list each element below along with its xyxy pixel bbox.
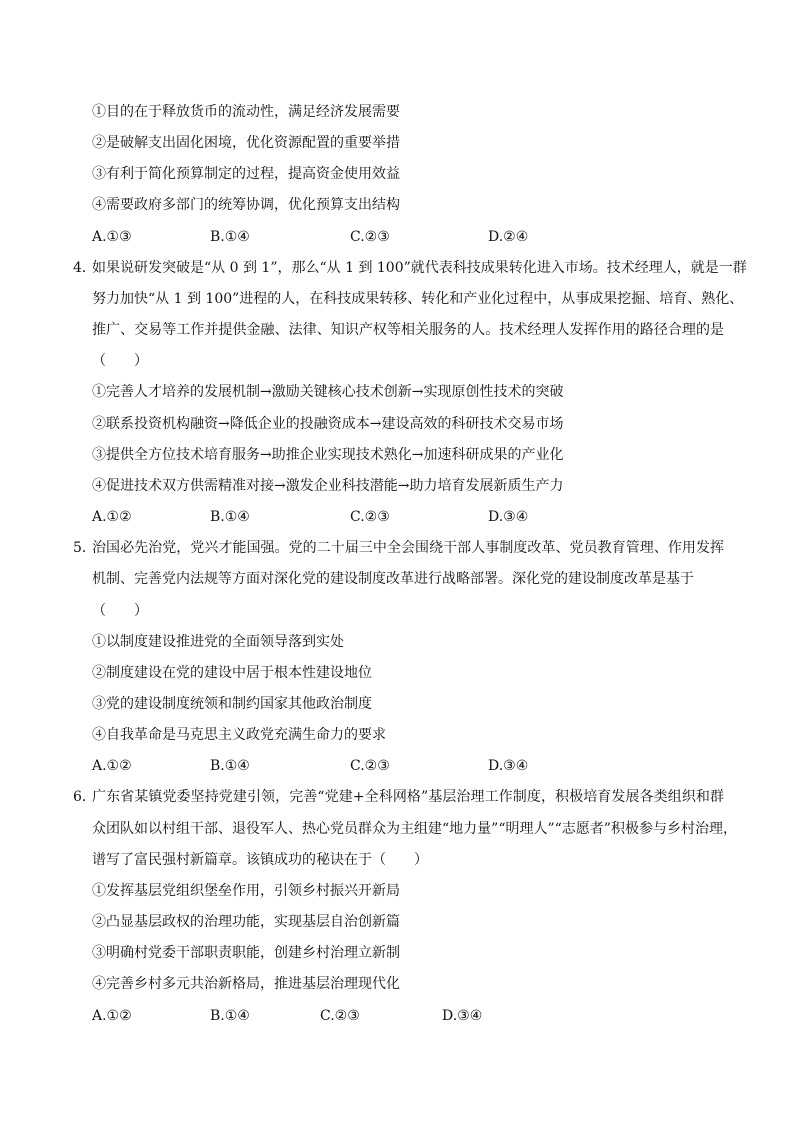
choice-item-1 [0,876,794,907]
option-b: B.①④ [210,509,250,526]
choice-item-1 [0,627,794,658]
question-stem-text: 机制、完善党内法规等方面对深化党的建设制度改革进行战略部署。深化党的建设制度改革是基于 [92,571,694,588]
option-a: A.①② [92,758,132,775]
question-list [0,97,794,1032]
answer-options [0,1001,794,1032]
question-stem-text: 众团队如以村组干部、退役军人、热心党员群众为主组建“地力量”“明理人”“志愿者”积极参与乡村治理， [92,820,737,837]
choice-item-4 [0,969,794,1000]
option-c: C.②③ [350,228,390,245]
choice-text: ①以制度建设推进党的全面领导落到实处 [92,633,344,650]
option-c: C.②③ [350,758,390,775]
answer-options [0,751,794,782]
choice-text: ②制度建设在党的建设中居于根本性建设地位 [92,664,372,681]
question-5 [0,533,794,782]
question-number: 6． [73,789,96,806]
answer-blank: （ ） [92,353,148,370]
option-c: C.②③ [350,509,390,526]
question-stem-text: 谱写了富民强村新篇章。该镇成功的秘诀在于（ ） [92,851,428,868]
question-stem-text: 努力加快“从 1 到 100”进程的人，在科技成果转移、转化和产业化过程中，从事成果挖掘、培育、熟化、 [92,290,744,307]
question-6 [0,782,794,1031]
choice-text: ④促进技术双方供需精准对接→激发企业科技潜能→助力培育发展新质生产力 [92,477,564,494]
question-stem-text: 广东省某镇党委坚持党建引领，完善“党建+全科网格”基层治理工作制度，积极培育发展各类组织和群 [92,789,724,806]
choice-item-2 [0,658,794,689]
choice-item-3 [0,938,794,969]
option-d: D.③④ [488,509,529,526]
choice-item-2 [0,409,794,440]
question-stem-line [0,814,794,845]
question-number: 5． [73,540,96,557]
question-stem-line [0,533,794,564]
choice-text: ②是破解支出固化困境，优化资源配置的重要举措 [92,135,400,152]
question-stem-line [0,564,794,595]
choice-item-4 [0,190,794,221]
question-stem-line [0,782,794,813]
question-stem-text: 如果说研发突破是“从 0 到 1”，那么“从 1 到 100”就代表科技成果转化进入市场。技术经理人，就是一群 [92,259,747,276]
choice-item-3 [0,440,794,471]
choice-item-3 [0,689,794,720]
option-d: D.③④ [488,758,529,775]
choice-item-3 [0,159,794,190]
choice-text: ①目的在于释放货币的流动性，满足经济发展需要 [92,104,400,120]
question-stem-line [0,845,794,876]
choice-text: ②凸显基层政权的治理功能，实现基层自治创新篇 [92,914,400,931]
choice-text: ③党的建设制度统领和制约国家其他政治制度 [92,695,372,712]
choice-item-4 [0,720,794,751]
choice-item-2 [0,128,794,159]
question-stem-text: 推广、交易等工作并提供金融、法律、知识产权等相关服务的人。技术经理人发挥作用的路径合理的是 [92,322,724,339]
question-number: 4． [73,259,96,276]
answer-blank: （ ） [92,602,148,619]
choice-text: ①发挥基层党组织堡垒作用，引领乡村振兴开新局 [92,882,400,899]
option-a: A.①③ [92,228,132,245]
question-stem-line [0,315,794,346]
choice-item-2 [0,907,794,938]
choice-text: ①完善人才培养的发展机制→激励关键核心技术创新→实现原创性技术的突破 [92,384,564,401]
choice-text: ②联系投资机构融资→降低企业的投融资成本→建设高效的科研技术交易市场 [92,415,564,432]
option-c: C.②③ [320,1007,360,1024]
option-d: D.②④ [488,228,529,245]
choice-text: ④完善乡村多元共治新格局，推进基层治理现代化 [92,976,400,993]
answer-options [0,502,794,533]
choice-item-1 [0,97,794,128]
option-b: B.①④ [210,228,250,245]
option-a: A.①② [92,509,132,526]
choice-text: ③明确村党委干部职责职能，创建乡村治理立新制 [92,945,400,962]
option-d: D.③④ [442,1007,483,1024]
choice-item-4 [0,471,794,502]
question-stem-line [0,284,794,315]
answer-options [0,222,794,253]
option-b: B.①④ [210,758,250,775]
question-4 [0,253,794,533]
choice-text: ④需要政府多部门的统筹协调，优化预算支出结构 [92,197,400,214]
question-stem-text: 治国必先治党，党兴才能国强。党的二十届三中全会围绕干部人事制度改革、党员教育管理、作用发挥 [92,540,724,557]
answer-blank-line [0,346,794,377]
question-stem-line [0,253,794,284]
option-b: B.①④ [210,1007,250,1024]
option-a: A.①② [92,1007,132,1024]
choice-text: ③提供全方位技术培育服务→助推企业实现技术熟化→加速科研成果的产业化 [92,446,564,463]
question-3-continued [0,97,794,253]
choice-text: ④自我革命是马克思主义政党充满生命力的要求 [92,727,386,744]
choice-text: ③有利于简化预算制定的过程，提高资金使用效益 [92,166,400,183]
answer-blank-line [0,596,794,627]
choice-item-1 [0,377,794,408]
